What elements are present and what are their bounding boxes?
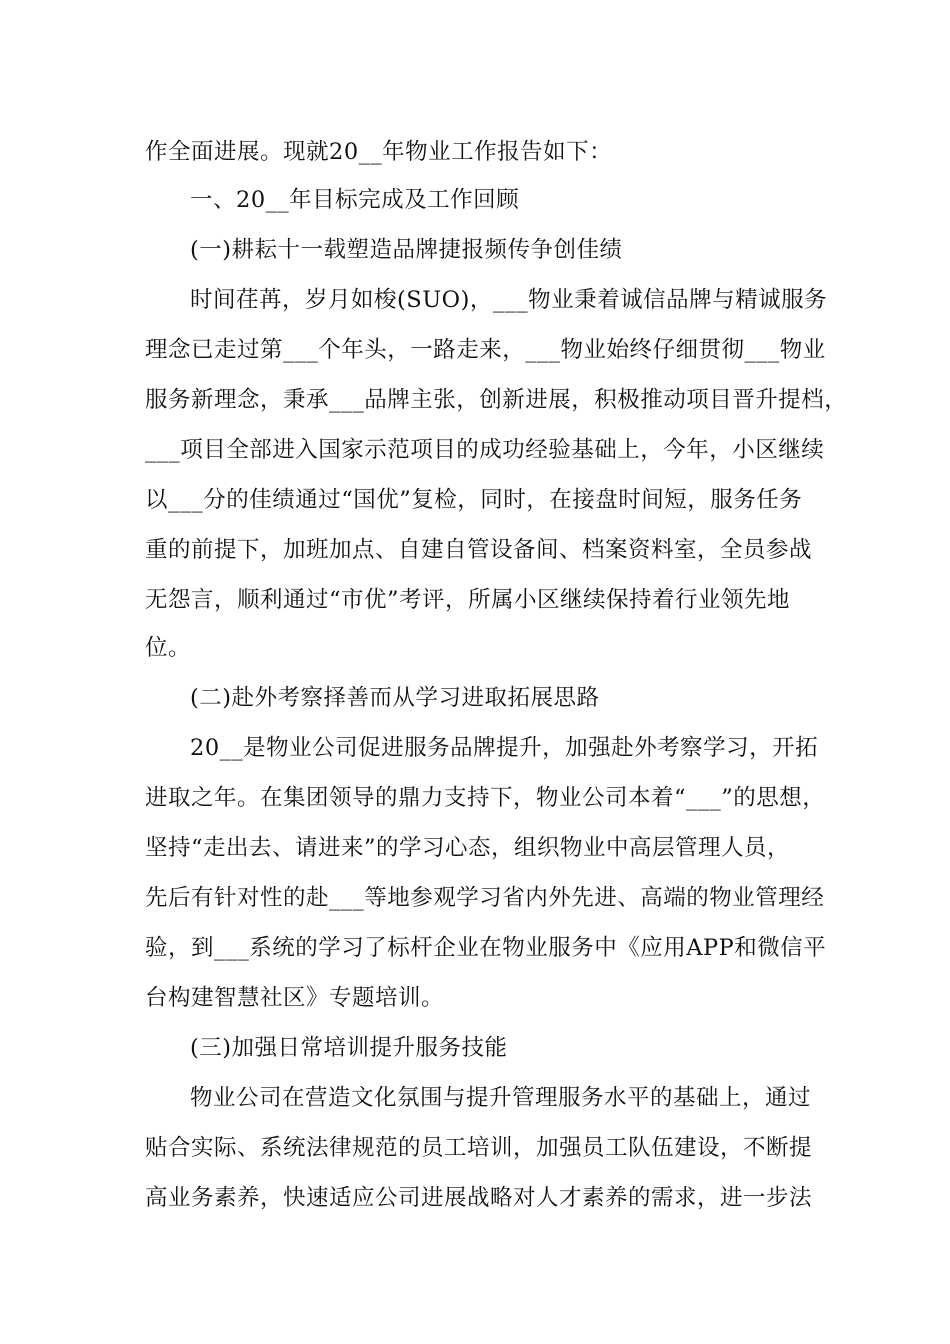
section-heading: 一、20__年目标完成及工作回顾 <box>190 187 520 213</box>
paragraph-line: ___项目全部进入国家示范项目的成功经验基础上，今年，小区继续 <box>145 437 825 463</box>
paragraph-line: 先后有针对性的赴___等地参观学习省内外先进、高端的物业管理经 <box>145 885 825 911</box>
paragraph-line: 贴合实际、系统法律规范的员工培训，加强员工队伍建设，不断提 <box>145 1135 813 1161</box>
paragraph-line: 理念已走过第___个年头，一路走来，___物业始终仔细贯彻___物业 <box>145 337 826 363</box>
paragraph-line: 位。 <box>145 635 192 661</box>
paragraph-line: 物业公司在营造文化氛围与提升管理服务水平的基础上，通过 <box>190 1085 812 1111</box>
paragraph-line: 进取之年。在集团领导的鼎力支持下，物业公司本着“___”的思想， <box>145 785 826 811</box>
paragraph-line: 时间荏苒，岁月如梭(SUO)，___物业秉着诚信品牌与精诚服务 <box>190 287 828 313</box>
paragraph-line: 高业务素养，快速适应公司进展战略对人才素养的需求，进一步法 <box>145 1185 813 1211</box>
subsection-heading: (一)耕耘十一载塑造品牌捷报频传争创佳绩 <box>190 237 623 263</box>
subsection-heading: (二)赴外考察择善而从学习进取拓展思路 <box>190 685 600 711</box>
paragraph-line: 以___分的佳绩通过“国优”复检，同时，在接盘时间短，服务任务 <box>145 487 803 513</box>
paragraph-line: 无怨言，顺利通过“市优”考评，所属小区继续保持着行业领先地 <box>145 587 791 613</box>
paragraph-line: 验，到___系统的学习了标杆企业在物业服务中《应用APP和微信平 <box>145 935 827 961</box>
paragraph-line: 20__是物业公司促进服务品牌提升，加强赴外考察学习，开拓 <box>190 735 819 761</box>
paragraph-line: 台构建智慧社区》专题培训。 <box>145 985 445 1011</box>
paragraph-line: 重的前提下，加班加点、自建自管设备间、档案资料室，全员参战 <box>145 537 813 563</box>
paragraph-line: 服务新理念，秉承___品牌主张，创新进展，积极推动项目晋升提档， <box>145 387 848 413</box>
subsection-heading: (三)加强日常培训提升服务技能 <box>190 1035 508 1061</box>
paragraph-line: 作全面进展。现就20__年物业工作报告如下： <box>145 139 613 165</box>
paragraph-line: 坚持“走出去、请进来”的学习心态，组织物业中高层管理人员， <box>145 835 791 861</box>
